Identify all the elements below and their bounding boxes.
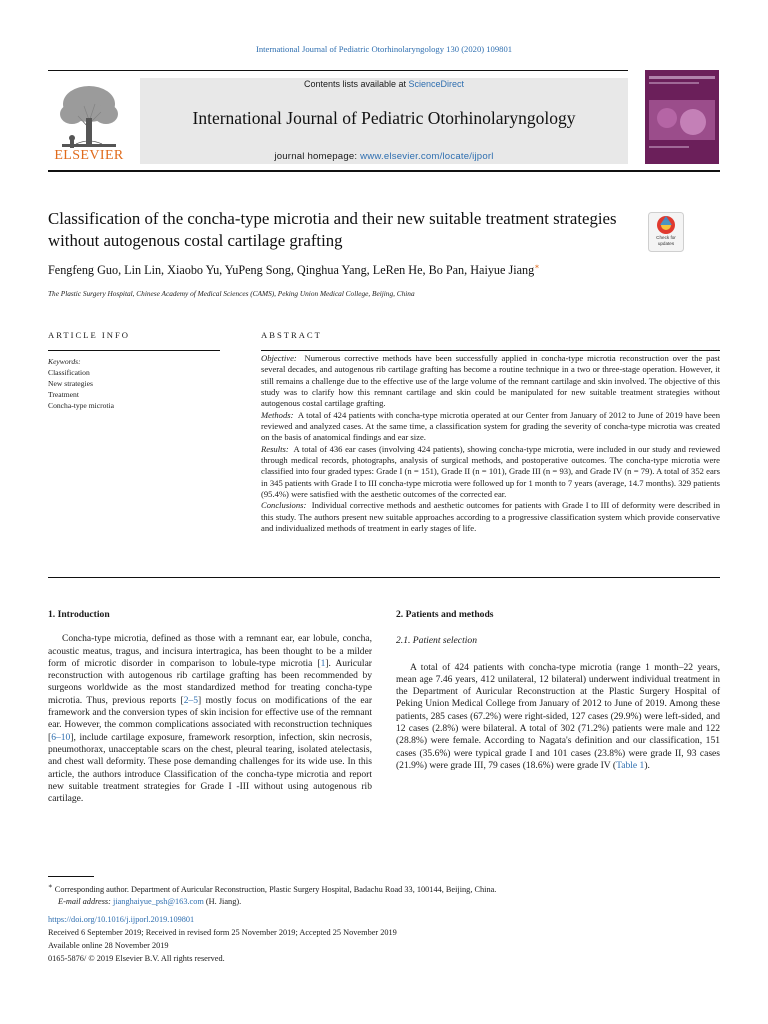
journal-cover-thumbnail[interactable] xyxy=(645,70,719,164)
email-link[interactable]: jianghaiyue_psh@163.com xyxy=(113,896,204,906)
crossmark-label-line1: Check for xyxy=(656,235,676,240)
abstract-rule xyxy=(261,350,720,351)
contents-prefix: Contents lists available at xyxy=(303,79,409,89)
intro-text: Concha-type microtia, defined as those with a remnant ear, ear lobule, concha, acoustic meatus, tragus, and incisura intertragica, has been thought to be a milder form of microtic disorder in comparison to lobule-type microtia [ xyxy=(48,633,372,669)
abstract-heading: ABSTRACT xyxy=(261,330,322,340)
right-column xyxy=(396,609,720,772)
patient-selection-heading: 2.1. Patient selection xyxy=(396,635,477,647)
footnote-mark: ∗ xyxy=(48,883,53,890)
header-top-rule xyxy=(48,70,628,71)
objective-label: Objective: xyxy=(261,353,297,363)
journal-homepage-line xyxy=(140,151,628,162)
homepage-prefix: journal homepage: xyxy=(274,151,361,162)
keyword-item: Concha-type microtia xyxy=(48,401,115,410)
table-1-link[interactable]: Table 1 xyxy=(616,759,645,771)
homepage-link[interactable]: www.elsevier.com/locate/ijporl xyxy=(360,151,494,162)
online-date: Available online 28 November 2019 xyxy=(48,941,169,950)
sciencedirect-link[interactable]: ScienceDirect xyxy=(408,79,465,89)
footnote-line xyxy=(48,881,720,896)
results-text: A total of 436 ear cases (involving 424 patients), showing concha-type microtia, were included in our study and reviewed through medical records, photographs, analysis of surgical methods, and postoperative outcomes. The concha-type microtia were classified into four graded types: Grade I (n = 151), Grade II (n = 101), Grade III (n = 93), and Grade IV (n = 79). A total of 352 ears in 345 patients with Grade I to III concha-type microtia were followed up for 1 month to 7 years (average, 14.7 months). 329 patients (95.4%) were satisfied with the aesthetic outcomes of the corrected ear. xyxy=(261,443,720,500)
introduction-heading: 1. Introduction xyxy=(48,609,110,620)
left-column xyxy=(48,609,372,805)
conclusions-label: Conclusions: xyxy=(261,500,307,511)
author-list xyxy=(48,262,698,278)
methods-text: A total of 424 patients with concha-type microtia operated at our Center from January of 2012 to June of 2019 have been reviewed and analyzed cases. At the same time, a classification system for grading the severity of concha-type microtia was created on the basis of anatomical findings and ear size. xyxy=(261,409,720,443)
journal-name: International Journal of Pediatric Otorhinolaryngology xyxy=(192,108,576,128)
keyword-item: Classification xyxy=(48,368,90,377)
contents-line xyxy=(140,79,628,89)
author-names: Fengfeng Guo, Lin Lin, Xiaobo Yu, YuPeng Song, Qinghua Yang, LeRen He, Bo Pan, Haiyue Jiang xyxy=(48,263,535,278)
reference-link[interactable]: 1 xyxy=(320,657,326,669)
received-dates: Received 6 September 2019; Received in revised form 25 November 2019; Accepted 25 November 2019 xyxy=(48,928,397,937)
header-bottom-rule xyxy=(48,170,720,172)
keyword-item: New strategies xyxy=(48,379,93,388)
corresponding-author-mark[interactable]: ∗ xyxy=(534,262,540,271)
objective-text: Numerous corrective methods have been successfully applied in concha-type microtia reconstruction over the past several decades, and autogenous rib cartilage grafting has become a routine technique in a two or three-stage operation. However, it still remains a challenge due to the effective use of the large volume of the remnant cartilage and skin involved. The objective of this study was to clarify how this remnant cartilage and skin could be manipulated for new suitable treatment strategies without autogenous costal cartilage grafting. xyxy=(261,353,720,409)
methods-text: A total of 424 patients with concha-type microtia (range 1 month–22 years, mean age 7.46 years, 412 unilateral, 12 bilateral) underwent individual treatment in the Department of Auricular Reconstruction at the Plastic Surgery Hospital of Peking Union Medical College from January of 2012 to June of 2019. Among these patients, 285 cases (67.2%) were right-sided, 127 cases (29.9%) were left-sided, and 12 cases (2.8%) were bilateral. A total of 302 (71.2%) patients were male and 122 (28.8%) were female. According to Nagata's definition and our classification, 151 cases (35.6%) were typical grade I and 101 cases (23.8%) were grade II, 93 cases (21.9%) were grade III, 79 cases (18.6%) were grade IV ( xyxy=(396,661,720,771)
journal-citation[interactable]: International Journal of Pediatric Otorhinolaryngology 130 (2020) 109801 xyxy=(255,44,513,54)
introduction-paragraph xyxy=(48,633,372,805)
methods-text: ). xyxy=(644,759,650,771)
keywords-block xyxy=(48,356,228,411)
crossmark-label xyxy=(645,235,687,246)
abstract-conclusions xyxy=(261,500,720,534)
methods-label: Methods: xyxy=(261,409,294,420)
patient-selection-paragraph xyxy=(396,662,720,773)
reference-link[interactable]: 6–10 xyxy=(51,731,71,743)
article-info-rule xyxy=(48,350,220,351)
intro-text: ], include cartilage exposure, framework resorption, infection, skin necrosis, pneumothorax, unacceptable scars on the chest, pleural tearing, isolated atelectasis, and chest wall deformity. These pose demanding challenges for its wide use. In this article, the authors introduce Classification of the concha-type microtia and report new suitable treatment strategies for Grade I -III without using autogenous rib cartilage. xyxy=(48,731,372,805)
conclusions-text: Individual corrective methods and aesthetic outcomes for patients with Grade I to III of deformity were described in this study. The authors present new suitable approaches according to a progressive classification system which provide conservative and individualized methods of treatment in early stages of life. xyxy=(261,500,721,534)
abstract-methods xyxy=(261,410,720,444)
abstract-objective xyxy=(261,353,720,410)
abstract-bottom-rule xyxy=(48,577,720,578)
copyright-line: 0165-5876/ © 2019 Elsevier B.V. All rights reserved. xyxy=(48,954,225,963)
methods-heading: 2. Patients and methods xyxy=(396,609,494,620)
email-label: E-mail address: xyxy=(58,896,111,906)
footnote-rule xyxy=(48,876,94,877)
email-line xyxy=(48,896,720,908)
abstract-results xyxy=(261,444,720,501)
keyword-item: Treatment xyxy=(48,390,79,399)
abstract-body xyxy=(261,353,720,535)
results-label: Results: xyxy=(261,443,289,454)
article-title: Classification of the concha-type microtia and their new suitable treatment strategies without autogenous costal cartilage grafting xyxy=(48,209,617,250)
crossmark-label-line2: updates xyxy=(657,240,675,246)
footnote-text: Corresponding author. Department of Auricular Reconstruction, Plastic Surgery Hospital, Badachu Road 33, 100144, Beijing, China. xyxy=(54,884,497,894)
doi-link[interactable]: https://doi.org/10.1016/j.ijporl.2019.109801 xyxy=(48,915,195,924)
intro-text: ]. Auricular reconstruction with autogenous rib cartilage grafting has been recommended by surgeons worldwide as the most standardized method for treating concha-type microtia. Thus, previous reports [ xyxy=(48,657,372,706)
keywords-label: Keywords: xyxy=(48,357,81,366)
reference-link[interactable]: 2–5 xyxy=(183,694,199,706)
author-affiliation: The Plastic Surgery Hospital, Chinese Academy of Medical Sciences (CAMS), Peking Union Medical College, Beijing, China xyxy=(48,289,415,298)
article-info-heading: ARTICLE INFO xyxy=(48,330,130,340)
intro-text: ] mostly focus on modifications of the ear framework and the conversion types of skin incision for effective use of the remnant ear. However, the common complications associated with reconstruction techniques [ xyxy=(48,694,372,743)
corresponding-author-footnote xyxy=(48,881,720,908)
email-suffix: (H. Jiang). xyxy=(205,896,242,906)
publisher-wordmark: ELSEVIER xyxy=(54,148,124,163)
